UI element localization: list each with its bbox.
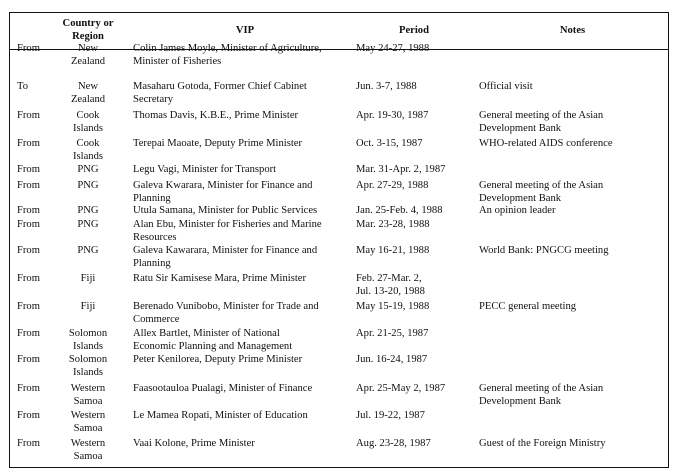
cell-country-line: PNG	[77, 180, 99, 191]
cell-notes-line: An opinion leader	[479, 205, 556, 216]
cell-notes-line: WHO-related AIDS conference	[479, 138, 613, 149]
cell-period-line: Jun. 16-24, 1987	[356, 354, 428, 365]
header-vip: VIP	[235, 25, 255, 36]
cell-vip-line: Galeva Kwarara, Minister for Finance and	[133, 180, 313, 191]
cell-vip-line: Terepai Maoate, Deputy Prime Minister	[133, 138, 303, 149]
cell-vip	[133, 437, 363, 450]
cell-country-line: Samoa	[73, 451, 103, 462]
cell-notes	[479, 382, 669, 408]
cell-country	[46, 437, 130, 463]
cell-vip-line: Ratu Sir Kamisese Mara, Prime Minister	[133, 273, 307, 284]
cell-vip-line: Colin James Moyle, Minister of Agriculture,	[133, 43, 322, 54]
cell-country-line: PNG	[77, 219, 99, 230]
header-notes: Notes	[559, 25, 586, 36]
cell-period	[356, 327, 471, 340]
header-country-line1: Country or	[62, 18, 114, 29]
cell-vip-line: Resources	[133, 232, 177, 243]
cell-dir	[17, 244, 47, 257]
cell-period	[356, 353, 471, 366]
cell-vip	[133, 382, 363, 395]
cell-vip	[133, 204, 363, 217]
cell-notes-line: Guest of the Foreign Ministry	[479, 438, 606, 449]
cell-vip-line: Utula Samana, Minister for Public Services	[133, 205, 318, 216]
cell-vip	[133, 42, 363, 68]
cell-dir	[17, 204, 47, 217]
cell-country-line: Samoa	[73, 396, 103, 407]
cell-notes	[479, 80, 669, 93]
cell-country-line: New	[77, 43, 98, 54]
cell-dir-line: From	[17, 219, 40, 230]
cell-period	[356, 204, 471, 217]
cell-period-line: Apr. 19-30, 1987	[356, 110, 429, 121]
cell-country-line: Islands	[72, 367, 103, 378]
cell-period-line: May 16-21, 1988	[356, 245, 430, 256]
cell-vip-line: Berenado Vunibobo, Minister for Trade and	[133, 301, 319, 312]
cell-country-line: Cook	[76, 138, 100, 149]
cell-dir	[17, 300, 47, 313]
cell-country	[46, 179, 130, 192]
cell-notes	[479, 300, 669, 313]
cell-notes	[479, 137, 669, 150]
cell-country-line: Samoa	[73, 423, 103, 434]
cell-vip	[133, 163, 363, 176]
cell-country	[46, 382, 130, 408]
cell-period-line: Apr. 25-May 2, 1987	[356, 383, 446, 394]
cell-vip-line: Masaharu Gotoda, Former Chief Cabinet	[133, 81, 307, 92]
cell-country-line: Western	[70, 383, 106, 394]
cell-period	[356, 80, 471, 93]
cell-period-line: Mar. 31-Apr. 2, 1987	[356, 164, 446, 175]
cell-dir-line: From	[17, 164, 40, 175]
cell-period	[356, 300, 471, 313]
cell-notes-line: Development Bank	[479, 123, 562, 134]
cell-dir	[17, 327, 47, 340]
cell-notes-line: PECC general meeting	[479, 301, 577, 312]
cell-period	[356, 218, 471, 231]
cell-dir-line: From	[17, 410, 40, 421]
cell-dir-line: From	[17, 328, 40, 339]
cell-dir	[17, 80, 47, 93]
cell-country	[46, 137, 130, 163]
cell-dir	[17, 409, 47, 422]
cell-vip	[133, 272, 363, 285]
cell-vip	[133, 353, 363, 366]
cell-country	[46, 163, 130, 176]
cell-period	[356, 137, 471, 150]
cell-notes-line: World Bank: PNGCG meeting	[479, 245, 609, 256]
cell-period	[356, 163, 471, 176]
cell-period	[356, 109, 471, 122]
cell-notes-line: General meeting of the Asian	[479, 383, 604, 394]
cell-country	[46, 409, 130, 435]
cell-country	[46, 218, 130, 231]
cell-country-line: Western	[70, 410, 106, 421]
cell-period-line: May 15-19, 1988	[356, 301, 430, 312]
cell-dir	[17, 42, 47, 55]
cell-vip	[133, 244, 363, 270]
cell-period-line: Feb. 27-Mar. 2,	[356, 273, 422, 284]
cell-period-line: Jul. 19-22, 1987	[356, 410, 425, 421]
cell-period-line: Mar. 23-28, 1988	[356, 219, 430, 230]
cell-country	[46, 327, 130, 353]
cell-period	[356, 179, 471, 192]
cell-notes	[479, 204, 669, 217]
cell-country-line: PNG	[77, 205, 99, 216]
cell-country-line: Solomon	[68, 354, 108, 365]
cell-vip	[133, 300, 363, 326]
cell-dir-line: From	[17, 273, 40, 284]
cell-vip-line: Planning	[133, 258, 171, 269]
cell-dir	[17, 179, 47, 192]
cell-period-line: Aug. 23-28, 1987	[356, 438, 431, 449]
cell-country-line: Zealand	[70, 94, 106, 105]
cell-dir-line: From	[17, 110, 40, 121]
cell-vip-line: Faasootauloa Pualagi, Minister of Finance	[133, 383, 313, 394]
cell-country-line: Islands	[72, 151, 103, 162]
cell-country	[46, 109, 130, 135]
cell-dir	[17, 382, 47, 395]
header-country-line2: Region	[72, 31, 104, 42]
cell-period	[356, 382, 471, 395]
cell-vip	[133, 218, 363, 244]
cell-notes-line: Development Bank	[479, 396, 562, 407]
cell-dir-line: From	[17, 383, 40, 394]
cell-country	[46, 300, 130, 313]
cell-dir-line: From	[17, 438, 40, 449]
cell-period	[356, 409, 471, 422]
cell-vip	[133, 137, 363, 150]
cell-dir-line: To	[17, 81, 29, 92]
cell-dir-line: From	[17, 43, 40, 54]
cell-country-line: Solomon	[68, 328, 108, 339]
cell-vip	[133, 409, 363, 422]
cell-period-line: Oct. 3-15, 1987	[356, 138, 423, 149]
cell-notes-line: General meeting of the Asian	[479, 180, 604, 191]
cell-country	[46, 80, 130, 106]
cell-vip	[133, 327, 363, 353]
cell-vip	[133, 109, 363, 122]
cell-dir-line: From	[17, 245, 40, 256]
cell-notes	[479, 109, 669, 135]
cell-country-line: Western	[70, 438, 106, 449]
cell-vip-line: Legu Vagi, Minister for Transport	[133, 164, 277, 175]
cell-vip-line: Galeva Kawarara, Minister for Finance and	[133, 245, 318, 256]
cell-country-line: Fiji	[80, 301, 96, 312]
cell-notes	[479, 437, 669, 450]
cell-vip	[133, 179, 363, 205]
cell-country-line: New	[77, 81, 98, 92]
cell-vip	[133, 80, 363, 106]
cell-period-line: Jan. 25-Feb. 4, 1988	[356, 205, 443, 216]
cell-vip-line: Secretary	[133, 94, 173, 105]
header-country	[46, 17, 130, 43]
cell-period-line: Apr. 27-29, 1988	[356, 180, 429, 191]
cell-country-line: Zealand	[70, 56, 106, 67]
cell-vip-line: Allex Bartlet, Minister of National	[133, 328, 280, 339]
cell-dir	[17, 218, 47, 231]
cell-dir	[17, 437, 47, 450]
cell-dir-line: From	[17, 205, 40, 216]
cell-country-line: PNG	[77, 245, 99, 256]
cell-notes-line: Development Bank	[479, 193, 562, 204]
cell-country-line: Islands	[72, 123, 103, 134]
vip-visits-table	[9, 12, 669, 468]
cell-country	[46, 272, 130, 285]
cell-dir-line: From	[17, 354, 40, 365]
cell-dir	[17, 137, 47, 150]
cell-country	[46, 353, 130, 379]
cell-dir-line: From	[17, 301, 40, 312]
cell-country	[46, 204, 130, 217]
cell-vip-line: Thomas Davis, K.B.E., Prime Minister	[133, 110, 299, 121]
cell-vip-line: Commerce	[133, 314, 180, 325]
cell-dir-line: From	[17, 138, 40, 149]
cell-dir	[17, 272, 47, 285]
cell-period	[356, 42, 471, 55]
cell-notes-line: Official visit	[479, 81, 533, 92]
cell-dir	[17, 163, 47, 176]
cell-country	[46, 244, 130, 257]
cell-vip-line: Peter Kenilorea, Deputy Prime Minister	[133, 354, 303, 365]
cell-country-line: Cook	[76, 110, 100, 121]
cell-dir	[17, 353, 47, 366]
cell-country-line: Fiji	[80, 273, 96, 284]
cell-country-line: Islands	[72, 341, 103, 352]
cell-notes	[479, 179, 669, 205]
cell-period	[356, 437, 471, 450]
cell-vip-line: Minister of Fisheries	[133, 56, 222, 67]
cell-vip-line: Planning	[133, 193, 171, 204]
cell-period	[356, 244, 471, 257]
cell-period-line: May 24-27, 1988	[356, 43, 430, 54]
cell-dir-line: From	[17, 180, 40, 191]
cell-notes-line: General meeting of the Asian	[479, 110, 604, 121]
cell-notes	[479, 244, 669, 257]
cell-vip-line: Le Mamea Ropati, Minister of Education	[133, 410, 308, 421]
cell-period-line: Apr. 21-25, 1987	[356, 328, 429, 339]
cell-vip-line: Economic Planning and Management	[133, 341, 293, 352]
cell-country	[46, 42, 130, 68]
cell-dir	[17, 109, 47, 122]
cell-period	[356, 272, 471, 298]
cell-period-line: Jul. 13-20, 1988	[356, 286, 425, 297]
cell-country-line: PNG	[77, 164, 99, 175]
cell-vip-line: Vaai Kolone, Prime Minister	[133, 438, 255, 449]
cell-period-line: Jun. 3-7, 1988	[356, 81, 417, 92]
header-period: Period	[398, 25, 429, 36]
cell-vip-line: Alan Ebu, Minister for Fisheries and Marine	[133, 219, 322, 230]
